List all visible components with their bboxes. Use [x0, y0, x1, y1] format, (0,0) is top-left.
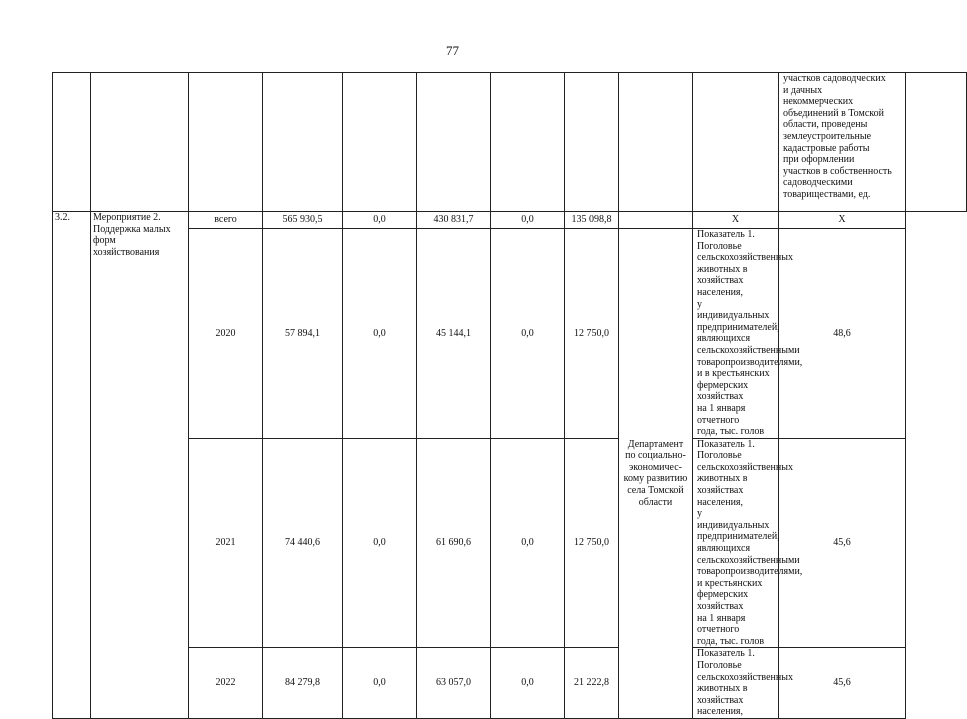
value-cell: 48,6 [779, 229, 906, 439]
federal-cell: 0,0 [343, 648, 417, 719]
local-cell: 0,0 [491, 212, 565, 229]
program-table [52, 72, 967, 719]
value-cell: 45,6 [779, 438, 906, 648]
total-cell: 57 894,1 [263, 229, 343, 439]
indicator-cell: Показатель 1. Поголовье сельскохозяйственных животных в хозяйствах населения, у индивидуальных предпринимателей, являющихся сельскохозяйственными товаропроизводителями, и крестьянских фермерских хозяйствах на 1 января отчетного года, тыс. голов [693, 438, 779, 648]
table-row [53, 73, 967, 212]
federal-cell: 0,0 [343, 438, 417, 648]
period-cell: 2022 [189, 648, 263, 719]
table-row [53, 438, 967, 648]
regional-cell: 61 690,6 [417, 438, 491, 648]
extra-cell: 12 750,0 [565, 438, 619, 648]
indicator-cell: Показатель 1. Поголовье сельскохозяйственных животных в хозяйствах населения, у индивидуальных предпринимателей, являющихся сельскохозяйственными товаропроизводителями, и в крестьянских фермерских хозяйствах на 1 января отчетного года, тыс. голов [693, 229, 779, 439]
total-cell: 74 440,6 [263, 438, 343, 648]
local-cell: 0,0 [491, 438, 565, 648]
regional-cell: 63 057,0 [417, 648, 491, 719]
value-cell: 45,6 [779, 648, 906, 719]
indicator-cell: Показатель 1. Поголовье сельскохозяйственных животных в хозяйствах населения, [693, 648, 779, 719]
period-cell: 2021 [189, 438, 263, 648]
total-cell: 565 930,5 [263, 212, 343, 229]
measure-number: 3.2. [53, 212, 91, 719]
value-cell: X [779, 212, 906, 229]
total-cell: 84 279,8 [263, 648, 343, 719]
page-number: 77 [446, 43, 459, 58]
measure-name: Мероприятие 2. Поддержка малых форм хозяйствования [91, 212, 189, 719]
extra-cell: 135 098,8 [565, 212, 619, 229]
federal-cell: 0,0 [343, 229, 417, 439]
table-row [53, 648, 967, 719]
table-row [53, 229, 967, 439]
table-row [53, 212, 967, 229]
extra-cell: 12 750,0 [565, 229, 619, 439]
executor-cell: Департамент по социально- экономичес- кому развитию села Томской области [619, 229, 693, 719]
period-cell: 2020 [189, 229, 263, 439]
local-cell: 0,0 [491, 648, 565, 719]
local-cell: 0,0 [491, 229, 565, 439]
regional-cell: 45 144,1 [417, 229, 491, 439]
regional-cell: 430 831,7 [417, 212, 491, 229]
indicator-cell: X [693, 212, 779, 229]
period-cell: всего [189, 212, 263, 229]
extra-cell: 21 222,8 [565, 648, 619, 719]
federal-cell: 0,0 [343, 212, 417, 229]
indicator-cell: участков садоводческих и дачных некоммерческих объединений в Томской области, проведены землеустроительные кадастровые работы при оформлении участков в собственность садоводческими товариществами, ед. [779, 73, 906, 212]
